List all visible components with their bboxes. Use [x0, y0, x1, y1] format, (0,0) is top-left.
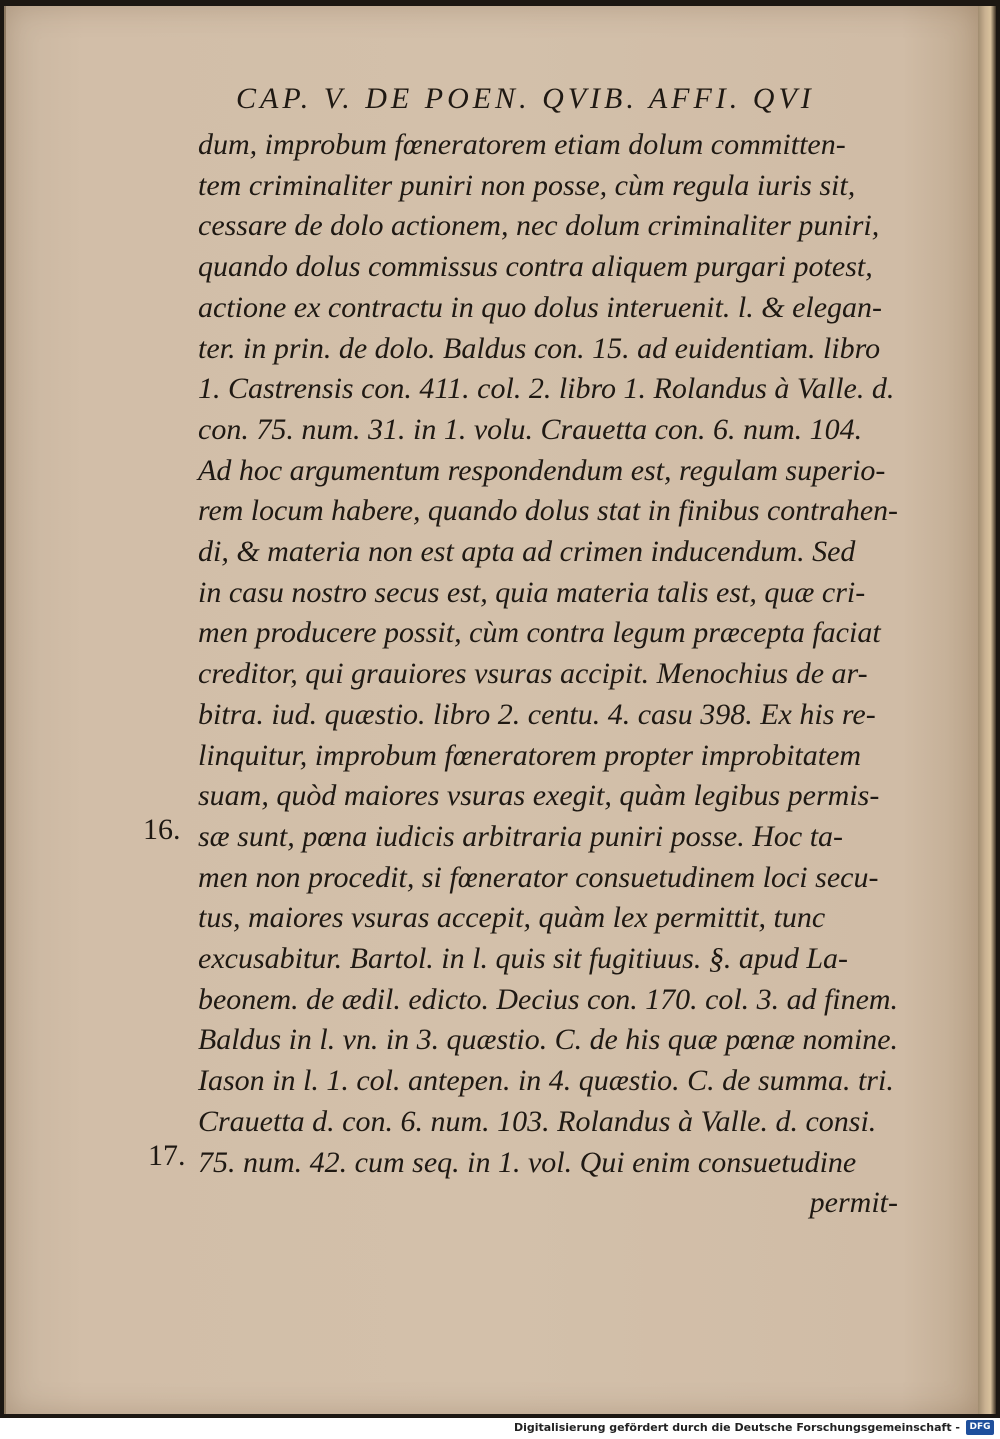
text-line: men producere possit, cùm contra legum præcepta faciat [198, 616, 881, 650]
text-line: creditor, qui grauiores vsuras accipit. Menochius de ar- [198, 657, 868, 691]
text-line: bitra. iud. quæstio. libro 2. centu. 4. casu 398. Ex his re- [198, 697, 876, 731]
text-line: tus, maiores vsuras accepit, quàm lex permittit, tunc [198, 901, 826, 935]
text-line: Ad hoc argumentum respondendum est, regulam superio- [198, 453, 886, 487]
funding-notice: Digitalisierung gefördert durch die Deutsche Forschungsgemeinschaft - [513, 1421, 960, 1434]
text-line: suam, quòd maiores vsuras exegit, quàm legibus permis- [198, 779, 880, 813]
body-text [198, 125, 898, 1224]
footer-bar [0, 1418, 1000, 1439]
dfg-logo-icon: DFG [966, 1420, 994, 1435]
margin-number-16: 16. [143, 813, 181, 846]
text-line: rem locum habere, quando dolus stat in finibus contrahen- [198, 494, 898, 528]
text-line: Iason in l. 1. col. antepen. in 4. quæstio. C. de summa. tri. [198, 1064, 894, 1098]
text-line: linquitur, improbum fœneratorem propter improbitatem [198, 738, 862, 772]
margin-number-17: 17. [148, 1139, 186, 1172]
catchword: permit- [809, 1186, 898, 1220]
text-line: 75. num. 42. cum seq. in 1. vol. Qui enim consuetudine [198, 1145, 857, 1179]
text-line: men non procedit, si fœnerator consuetudinem loci secu- [198, 860, 879, 894]
text-line: 1. Castrensis con. 411. col. 2. libro 1. Rolandus à Valle. d. [198, 372, 895, 406]
text-line: Baldus in l. vn. in 3. quæstio. C. de his quæ pœnæ nomine. [198, 1023, 899, 1057]
text-line: di, & materia non est apta ad crimen inducendum. Sed [198, 535, 856, 569]
text-line: in casu nostro secus est, quia materia talis est, quæ cri- [198, 575, 866, 609]
text-line: con. 75. num. 31. in 1. volu. Crauetta con. 6. num. 104. [198, 412, 863, 446]
text-line: sæ sunt, pœna iudicis arbitraria puniri posse. Hoc ta- [198, 819, 844, 853]
text-line: dum, improbum fœneratorem etiam dolum committen- [198, 128, 846, 161]
text-line: cessare de dolo actionem, nec dolum criminaliter puniri, [198, 209, 880, 243]
text-line: excusabitur. Bartol. in l. quis sit fugitiuus. §. apud La- [198, 942, 849, 976]
running-header: CAP. V. DE POEN. QVIB. AFFI. QVI [236, 82, 815, 115]
text-line: quando dolus commissus contra aliquem purgari potest, [198, 250, 873, 284]
text-line: beonem. de ædil. edicto. Decius con. 170. col. 3. ad finem. [198, 982, 898, 1016]
text-line: tem criminaliter puniri non posse, cùm regula iuris sit, [198, 168, 856, 202]
text-line: ter. in prin. de dolo. Baldus con. 15. ad euidentiam. libro [198, 331, 881, 365]
page-edge [978, 6, 996, 1414]
text-line: actione ex contractu in quo dolus interuenit. l. & elegan- [198, 290, 883, 324]
text-line: Crauetta d. con. 6. num. 103. Rolandus à Valle. d. consi. [198, 1104, 877, 1138]
